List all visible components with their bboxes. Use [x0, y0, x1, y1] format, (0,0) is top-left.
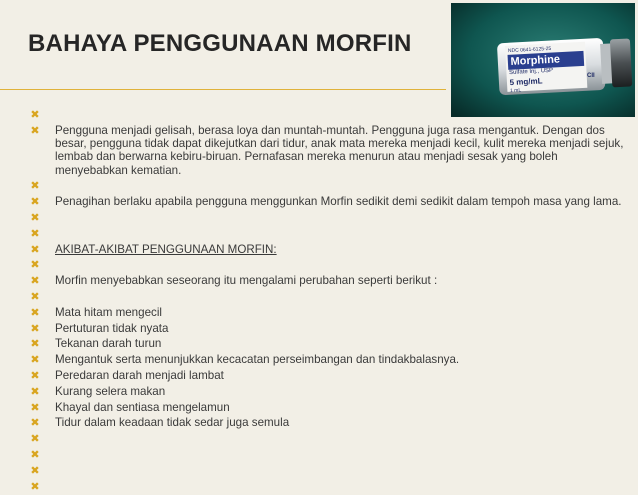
- list-item-text: Peredaran darah menjadi lambat: [55, 369, 224, 383]
- list-item: [28, 124, 626, 177]
- list-item: [28, 464, 626, 477]
- bullet-x-icon: ✖: [30, 400, 40, 414]
- vial-volume: 1 mL: [509, 87, 522, 95]
- bullet-x-icon: ✖: [30, 479, 40, 493]
- bullet-x-icon: ✖: [30, 108, 40, 121]
- list-item: [28, 211, 626, 224]
- list-item-text: Mata hitam mengecil: [55, 305, 162, 319]
- list-item-text: Pertuturan tidak nyata: [55, 321, 169, 335]
- bullet-x-icon: ✖: [30, 432, 40, 446]
- slide-title: BAHAYA PENGGUNAAN MORFIN: [28, 30, 412, 57]
- bullet-x-icon: ✖: [30, 337, 40, 351]
- bullet-x-icon: ✖: [30, 123, 40, 137]
- bullet-x-icon: ✖: [30, 211, 40, 225]
- vial-cap-text: CII: [587, 73, 595, 79]
- bullet-x-icon: ✖: [30, 369, 40, 383]
- vial-drug-form: Sulfate Inj., USP: [508, 67, 554, 77]
- bullet-x-icon: ✖: [30, 226, 40, 240]
- bullet-x-icon: ✖: [30, 353, 40, 367]
- list-item-text: Khayal dan sentiasa mengelamun: [55, 400, 230, 414]
- bullet-x-icon: ✖: [30, 242, 40, 256]
- list-item: [28, 243, 626, 256]
- list-item: [28, 480, 626, 493]
- list-item: [28, 227, 626, 240]
- list-item: [28, 448, 626, 461]
- bullet-x-icon: ✖: [30, 321, 40, 335]
- vial-ndc-text: NDC 0641-6125-25: [507, 45, 552, 55]
- list-item-text: AKIBAT-AKIBAT PENGGUNAAN MORFIN:: [55, 242, 277, 256]
- bullet-x-icon: ✖: [30, 305, 40, 319]
- bullet-x-icon: ✖: [30, 448, 40, 462]
- list-item-text: Tidur dalam keadaan tidak sedar juga semula: [55, 416, 290, 430]
- list-item: [28, 401, 626, 414]
- list-item: [28, 306, 626, 319]
- list-item: [28, 337, 626, 350]
- bullet-x-icon: ✖: [30, 416, 40, 430]
- list-item: [28, 432, 626, 445]
- list-item: [28, 274, 626, 287]
- bullet-x-icon: ✖: [30, 258, 40, 272]
- list-item: [28, 195, 626, 208]
- list-item: [28, 322, 626, 335]
- list-item-text: Mengantuk serta menunjukkan kecacatan perseimbangan dan tindakbalasnya.: [55, 353, 460, 367]
- list-item: [28, 108, 626, 121]
- list-item-text: Penagihan berlaku apabila pengguna menggunkan Morfin sedikit demi sedikit dalam tempoh masa yang lama.: [55, 195, 622, 209]
- morphine-vial-photo: [451, 3, 635, 117]
- bullet-x-icon: ✖: [30, 274, 40, 288]
- list-item: [28, 416, 626, 429]
- bullet-x-icon: ✖: [30, 195, 40, 209]
- bullet-x-icon: ✖: [30, 179, 40, 193]
- list-item: [28, 290, 626, 303]
- bullet-x-icon: ✖: [30, 384, 40, 398]
- list-item: [28, 369, 626, 382]
- list-item: [28, 353, 626, 366]
- list-item: [28, 179, 626, 192]
- vial-dose: 5 mg/mL: [509, 76, 543, 88]
- bullet-list: [28, 108, 626, 495]
- bullet-x-icon: ✖: [30, 290, 40, 304]
- list-item-text: Pengguna menjadi gelisah, berasa loya dan muntah-muntah. Pengguna juga rasa mengantuk. Dengan dos besar, pengguna tidak dapat dikejutkan dari tidur, anak mata mereka menjadi kecil, kulit mereka menjadi sejuk, lembab dan berwarna kebiru-biruan. Pernafasan mereka menurun atau menjadi sesak yang boleh menyebabkan kematian.: [55, 123, 624, 177]
- list-item: [28, 258, 626, 271]
- vial-label: [508, 43, 590, 96]
- list-item-text: Tekanan darah turun: [55, 337, 162, 351]
- title-underline: [0, 89, 446, 90]
- list-item-text: Morfin menyebabkan seseorang itu mengalami perubahan seperti berikut :: [55, 274, 438, 288]
- list-item: [28, 385, 626, 398]
- bullet-x-icon: ✖: [30, 463, 40, 477]
- vial-drug-name: Morphine: [510, 53, 561, 68]
- list-item-text: Kurang selera makan: [55, 384, 166, 398]
